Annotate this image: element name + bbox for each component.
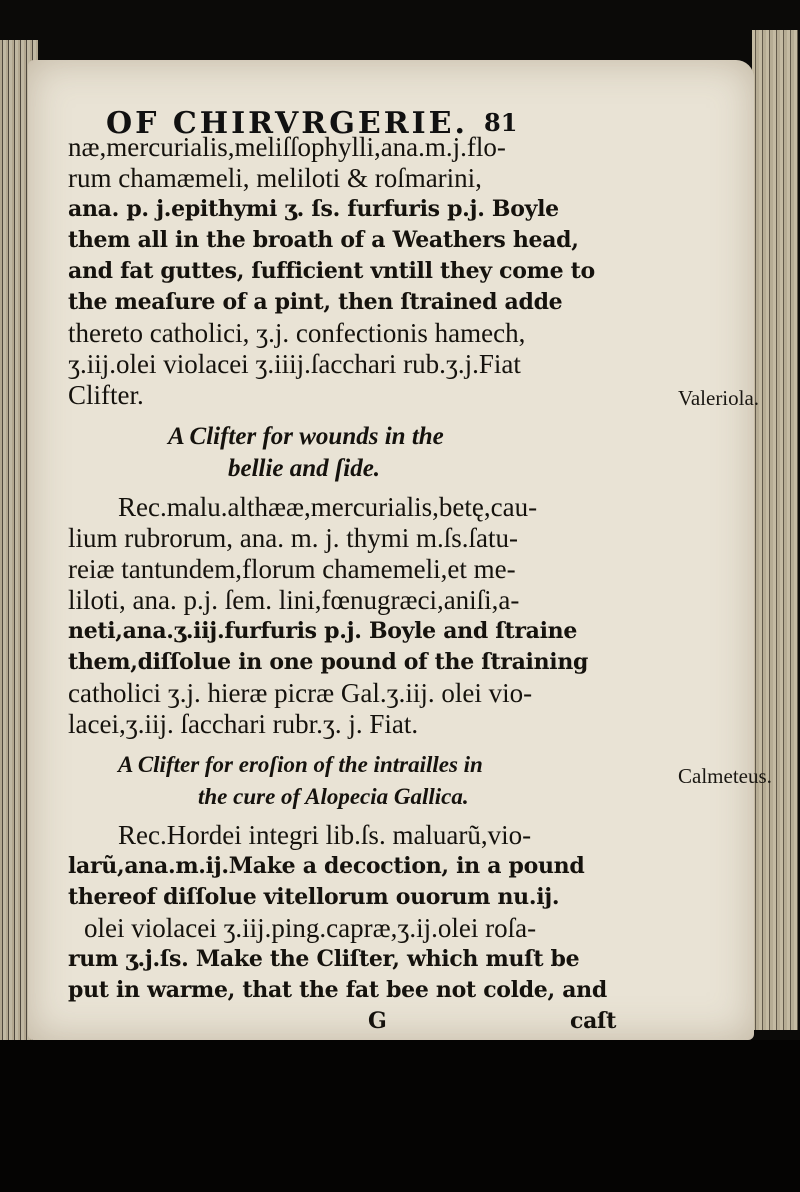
body-line: thereto catholici, ʒ.j. confectionis hamech, [68, 318, 526, 348]
body-line: the meaſure of a pint, then ſtrained adde [68, 289, 563, 315]
body-line: put in warme, that the fat bee not colde, and [68, 977, 607, 1003]
body-line: neti,ana.ʒ.iij.furfuris p.j. Boyle and ſtraine [68, 618, 578, 644]
body-line: thereof diſſolue vitellorum ouorum nu.ij. [68, 884, 560, 910]
body-line: and fat guttes, ſufficient vntill they come to [68, 258, 595, 284]
page-number: 81 [484, 108, 518, 137]
body-line: ana. p. j.epithymi ʒ. ſs. furfuris p.j. Boyle [68, 196, 559, 222]
signature-mark: G [368, 1008, 387, 1034]
body-line: reiæ tantundem,florum chamemeli,et me- [68, 554, 516, 584]
body-line: næ,mercurialis,meliſſophylli,ana.m.j.flo- [68, 132, 506, 162]
body-line: catholici ʒ.j. hieræ picræ Gal.ʒ.iij. olei vio- [68, 678, 533, 708]
body-line: olei violacei ʒ.iij.ping.capræ,ʒ.ij.olei roſa- [84, 913, 537, 943]
body-line: Rec.malu.althææ,mercurialis,betę,cau- [118, 492, 538, 522]
catchword: caſt [570, 1008, 617, 1034]
section-heading: A Clifter for eroſion of the intrailles in [118, 752, 483, 777]
body-line: them,diſſolue in one pound of the ſtraining [68, 649, 589, 675]
margin-note-calmeteus: Calmeteus. [678, 764, 772, 788]
body-line: rum chamæmeli, meliloti & roſmarini, [68, 163, 482, 193]
dark-background [0, 1040, 800, 1192]
body-line: Clifter. [68, 380, 144, 410]
running-title: OF CHIRVRGERIE. [106, 106, 468, 141]
body-line: liloti, ana. p.j. ſem. lini,fœnugræci,aniſi,a- [68, 585, 520, 615]
body-line: Rec.Hordei integri lib.ſs. maluarũ,vio- [118, 820, 532, 850]
section-heading: bellie and ſide. [228, 455, 381, 482]
body-line: lium rubrorum, ana. m. j. thymi m.ſs.ſatu- [68, 523, 518, 553]
book-page [28, 60, 772, 1040]
body-line: rum ʒ.j.ſs. Make the Cliſter, which muſt be [68, 946, 580, 972]
right-fore-edge [752, 30, 798, 1030]
body-line: larũ,ana.m.ij.Make a decoction, in a pound [68, 853, 585, 879]
section-heading: A Clifter for wounds in the [168, 423, 444, 450]
section-heading: the cure of Alopecia Gallica. [198, 784, 469, 809]
body-line: ʒ.iij.olei violacei ʒ.iiij.ſacchari rub.ʒ.j.Fiat [68, 349, 521, 379]
margin-note-valeriola: Valeriola. [678, 386, 760, 410]
body-line: them all in the broath of a Weathers head, [68, 227, 579, 253]
body-line: lacei,ʒ.iij. ſacchari rubr.ʒ. j. Fiat. [68, 709, 419, 739]
